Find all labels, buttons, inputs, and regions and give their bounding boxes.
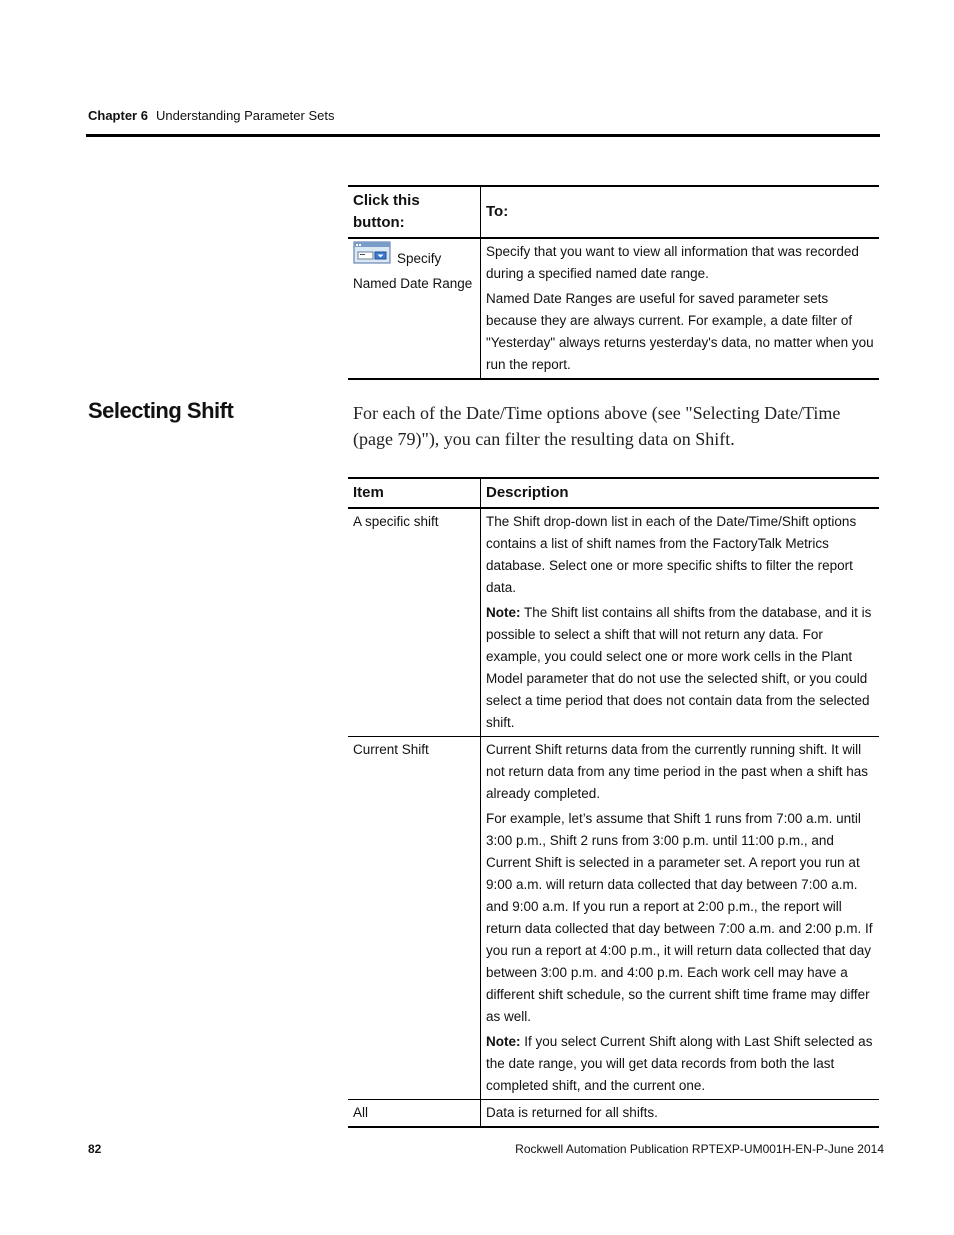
note-paragraph bbox=[486, 1031, 874, 1097]
button-table bbox=[348, 185, 879, 380]
description-paragraph: Data is returned for all shifts. bbox=[486, 1105, 658, 1120]
note-text: If you select Current Shift along with Last Shift selected as the date range, you will get data records from both the last completed shift, and the current one. bbox=[486, 1034, 873, 1093]
chapter-title: Understanding Parameter Sets bbox=[155, 108, 335, 123]
description-cell bbox=[481, 508, 880, 737]
description-paragraph: Named Date Ranges are useful for saved parameter sets because they are always current. For example, a date filter of "Yesterday" always returns yesterday's data, no matter when you run the report. bbox=[486, 291, 874, 372]
table-header-row bbox=[348, 186, 879, 238]
chapter-label: Chapter 6 bbox=[88, 108, 148, 123]
description-cell bbox=[481, 737, 880, 1100]
item-cell: A specific shift bbox=[348, 508, 481, 737]
item-cell: Current Shift bbox=[348, 737, 481, 1100]
table-header-row bbox=[348, 478, 879, 508]
column-header: To: bbox=[481, 186, 880, 238]
named-date-range-icon bbox=[353, 241, 393, 272]
description-paragraph: The Shift drop-down list in each of the Date/Time/Shift options contains a list of shift names from the FactoryTalk Metrics database. Select one or more specific shifts to filter the report data. bbox=[486, 514, 857, 595]
description-cell bbox=[481, 1100, 880, 1128]
page-number: 82 bbox=[88, 1142, 102, 1156]
item-cell: All bbox=[348, 1100, 481, 1128]
publication-id: Rockwell Automation Publication RPTEXP-UM001H-EN-P-June 2014 bbox=[515, 1142, 884, 1156]
table-row bbox=[348, 1100, 879, 1128]
table-row bbox=[348, 238, 879, 379]
note-label: Note: bbox=[486, 605, 521, 620]
shift-options-table bbox=[348, 477, 879, 1128]
button-cell bbox=[348, 238, 481, 379]
note-text: The Shift list contains all shifts from the database, and it is possible to select a shift that will not return any data. For example, you could select one or more work cells in the Plant Model parameter that do not use the selected shift, or you could select a time period that does not contain data from the selected shift. bbox=[486, 605, 872, 730]
description-paragraph: Current Shift returns data from the currently running shift. It will not return data from any time period in the past when a shift has already completed. bbox=[486, 742, 868, 801]
section-heading: Selecting Shift bbox=[88, 398, 234, 423]
description-paragraph: For example, let’s assume that Shift 1 runs from 7:00 a.m. until 3:00 p.m., Shift 2 runs from 3:00 p.m. until 11:00 p.m., and Current Shift is selected in a parameter set. A report you run at 9:00 a.m. will return data collected that day between 7:00 a.m. and 9:00 a.m. If you run a report at 2:00 p.m., the report will return data collected that day between 7:00 a.m. and 2:00 p.m. If you run a report at 4:00 p.m., it will return data collected that day between 3:00 p.m. and 4:00 p.m. Each work cell may have a different shift schedule, so the current shift time frame may differ as well. bbox=[486, 811, 873, 1024]
header-rule bbox=[86, 134, 880, 137]
column-header: Click this button: bbox=[348, 186, 481, 238]
button-name-line1: Specify bbox=[397, 251, 442, 266]
page-header bbox=[88, 108, 880, 123]
description-cell bbox=[481, 238, 880, 379]
table-row bbox=[348, 737, 879, 1100]
button-name-line2: Named Date Range bbox=[353, 276, 473, 291]
description-paragraph: Specify that you want to view all information that was recorded during a specified named date range. bbox=[486, 244, 859, 281]
column-header: Item bbox=[348, 478, 481, 508]
note-paragraph bbox=[486, 602, 874, 734]
column-header: Description bbox=[481, 478, 880, 508]
section-intro: For each of the Date/Time options above (see "Selecting Date/Time (page 79)"), you can filter the resulting data on Shift. bbox=[353, 403, 841, 449]
note-label: Note: bbox=[486, 1034, 521, 1049]
table-row bbox=[348, 508, 879, 737]
